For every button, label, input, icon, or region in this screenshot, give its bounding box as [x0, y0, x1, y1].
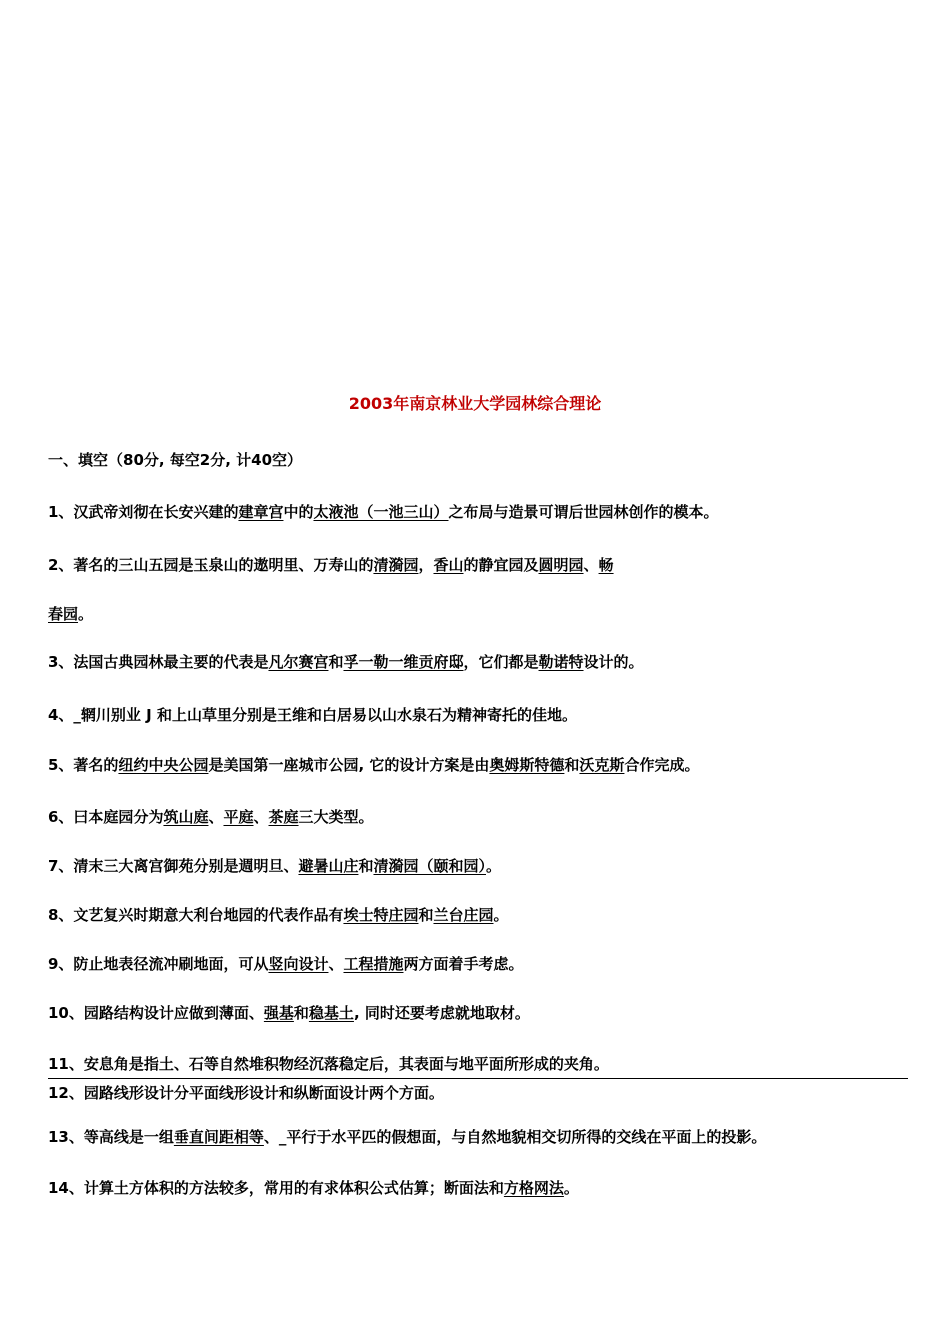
answer-chang: 畅 [598, 556, 614, 574]
answer-yiheyuan: 清漪园（颐和园） [373, 857, 486, 875]
answer-central-park: 纽约中央公园 [118, 756, 209, 774]
answer-villa-deste: 埃士特庄园 [343, 906, 419, 924]
answer-equal-vertical-spacing: 垂直间距相等 [173, 1128, 264, 1146]
question-4: 4、_辋川别业 J 和上山草里分别是王维和白居易以山水泉石为精神寄托的佳地。 [48, 706, 577, 724]
question-2: 2、著名的三山五园是玉泉山的遨明里、万寿山的清漪园，香山的静宜园及圆明园、畅 [48, 556, 614, 574]
answer-strong-base: 强基 [263, 1004, 294, 1022]
question-7: 7、清末三大离宫御苑分别是週明旦、避暑山庄和清漪园（颐和园）。 [48, 857, 502, 875]
question-3: 3、法国古典园林最主要的代表是凡尔赛宫和孚一勒一维贡府邸，它们都是勒诺特设计的。 [48, 653, 644, 671]
answer-taiyechi: 太液池（一池三山） [313, 503, 449, 521]
question-5: 5、著名的纽约中央公园是美国第一座城市公园, 它的设计方案是由奥姆斯特德和沃克斯合作完成。 [48, 756, 700, 774]
question-6: 6、曰本庭园分为筑山庭、平庭、茶庭三大类型。 [48, 808, 374, 826]
answer-yuanmingyuan: 圆明园 [538, 556, 584, 574]
question-12: 12、园路线形设计分平面线形设计和纵断面设计两个方面。 [48, 1084, 444, 1102]
question-11: 11、安息角是指土、石等自然堆积物经沉落稳定后，其表面与地平面所形成的夹角。 [48, 1055, 609, 1073]
answer-grid-method: 方格网法 [503, 1179, 564, 1197]
answer-hiraniwa: 平庭 [223, 808, 254, 826]
question-14: 14、计算土方体积的方法较多，常用的有求体积公式估算；断面法和方格网法。 [48, 1179, 579, 1197]
answer-tsukiyama: 筑山庭 [163, 808, 209, 826]
answer-chunyuan: 春园 [48, 605, 79, 623]
question-9: 9、防止地表径流冲刷地面，可从竖向设计、工程措施两方面着手考虑。 [48, 955, 524, 973]
answer-vaux: 沃克斯 [579, 756, 625, 774]
section-heading: 一、填空（80分, 每空2分, 计40空） [48, 451, 303, 469]
answer-olmsted: 奥姆斯特德 [489, 756, 565, 774]
question-2-continued: 春园。 [48, 605, 94, 623]
answer-vertical-design: 竖向设计 [268, 955, 329, 973]
answer-engineering-measures: 工程措施 [343, 955, 404, 973]
answer-jianzhanggong: 建章宫 [238, 503, 284, 521]
question-13: 13、等高线是一组垂直间距相等、_平行于水平匹的假想面，与自然地貌相交切所得的交线在平面上的投影。 [48, 1128, 767, 1146]
answer-villa-lante: 兰台庄园 [433, 906, 494, 924]
question-10: 10、园路结构设计应做到薄面、强基和稳基土, 同时还要考虑就地取材。 [48, 1004, 530, 1022]
answer-versailles: 凡尔赛宫 [268, 653, 329, 671]
answer-chaniwa: 茶庭 [268, 808, 299, 826]
answer-xiangshan: 香山 [433, 556, 464, 574]
answer-le-notre: 勒诺特 [538, 653, 584, 671]
question-1: 1、汉武帝刘彻在长安兴建的建章宫中的太液池（一池三山）之布局与造景可谓后世园林创作的模本。 [48, 503, 719, 521]
answer-vaux-le-vicomte: 孚一勒一维贡府邸 [343, 653, 464, 671]
answer-bishu-shanzhuang: 避暑山庄 [298, 857, 359, 875]
question-8: 8、文艺复兴时期意大利台地园的代表作品有埃士特庄园和兰台庄园。 [48, 906, 509, 924]
horizontal-rule [48, 1078, 908, 1079]
answer-qingyiyuan: 清漪园 [373, 556, 419, 574]
document-title: 2003年南京林业大学园林综合理论 [348, 394, 602, 413]
answer-stable-subgrade: 稳基土 [308, 1004, 354, 1022]
